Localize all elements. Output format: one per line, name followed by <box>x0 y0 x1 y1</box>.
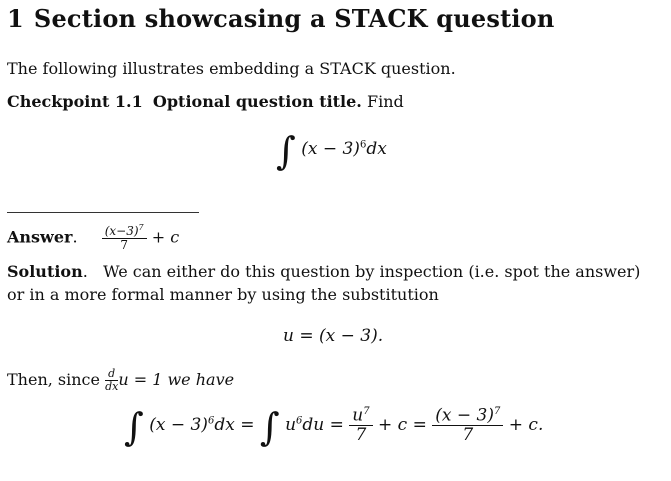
substitution-equation: u = (x − 3). <box>283 326 384 346</box>
answer-tail: + c <box>151 227 180 247</box>
derivative-fraction: $\frac{d}{dx}$ <box>105 367 119 394</box>
question-integral <box>276 129 387 173</box>
then-line: Then, since $\frac{d}{dx}$ u = 1 we have <box>7 367 235 394</box>
solution-label: Solution <box>7 262 83 281</box>
answer-label: Answer <box>7 227 73 247</box>
final-equation: ∫ $(x - 3)^6dx$ = ∫ $u^6du$ = $\frac{u^7}{7}$ + c = $\frac{(x - 3)^7}{7}$ + c. <box>124 405 544 449</box>
divider-rule <box>7 212 199 213</box>
section-heading <box>7 4 555 33</box>
section-title: Section showcasing a STACK question <box>33 4 555 33</box>
checkpoint-prompt: Find <box>366 92 404 111</box>
answer-line: Answer. $\frac{(x-3)^7}{7}$ + c <box>7 223 180 253</box>
answer-fraction: $\frac{(x-3)^7}{7}$ <box>102 224 147 252</box>
section-number: 1 <box>7 4 24 33</box>
checkpoint-line <box>7 92 404 111</box>
intro-text: The following illustrates embedding a STACK question. <box>7 59 456 78</box>
question-integrand: $(x - 3)^6dx$ <box>301 139 387 159</box>
solution-line-1: Solution. We can either do this question by inspection (i.e. spot the answer) <box>7 262 641 281</box>
integral-sign: ∫ <box>276 129 296 173</box>
checkpoint-title: Optional question title. <box>152 92 362 111</box>
checkpoint-label: Checkpoint 1.1 <box>7 92 143 111</box>
solution-line-2: or in a more formal manner by using the substitution <box>7 285 439 304</box>
